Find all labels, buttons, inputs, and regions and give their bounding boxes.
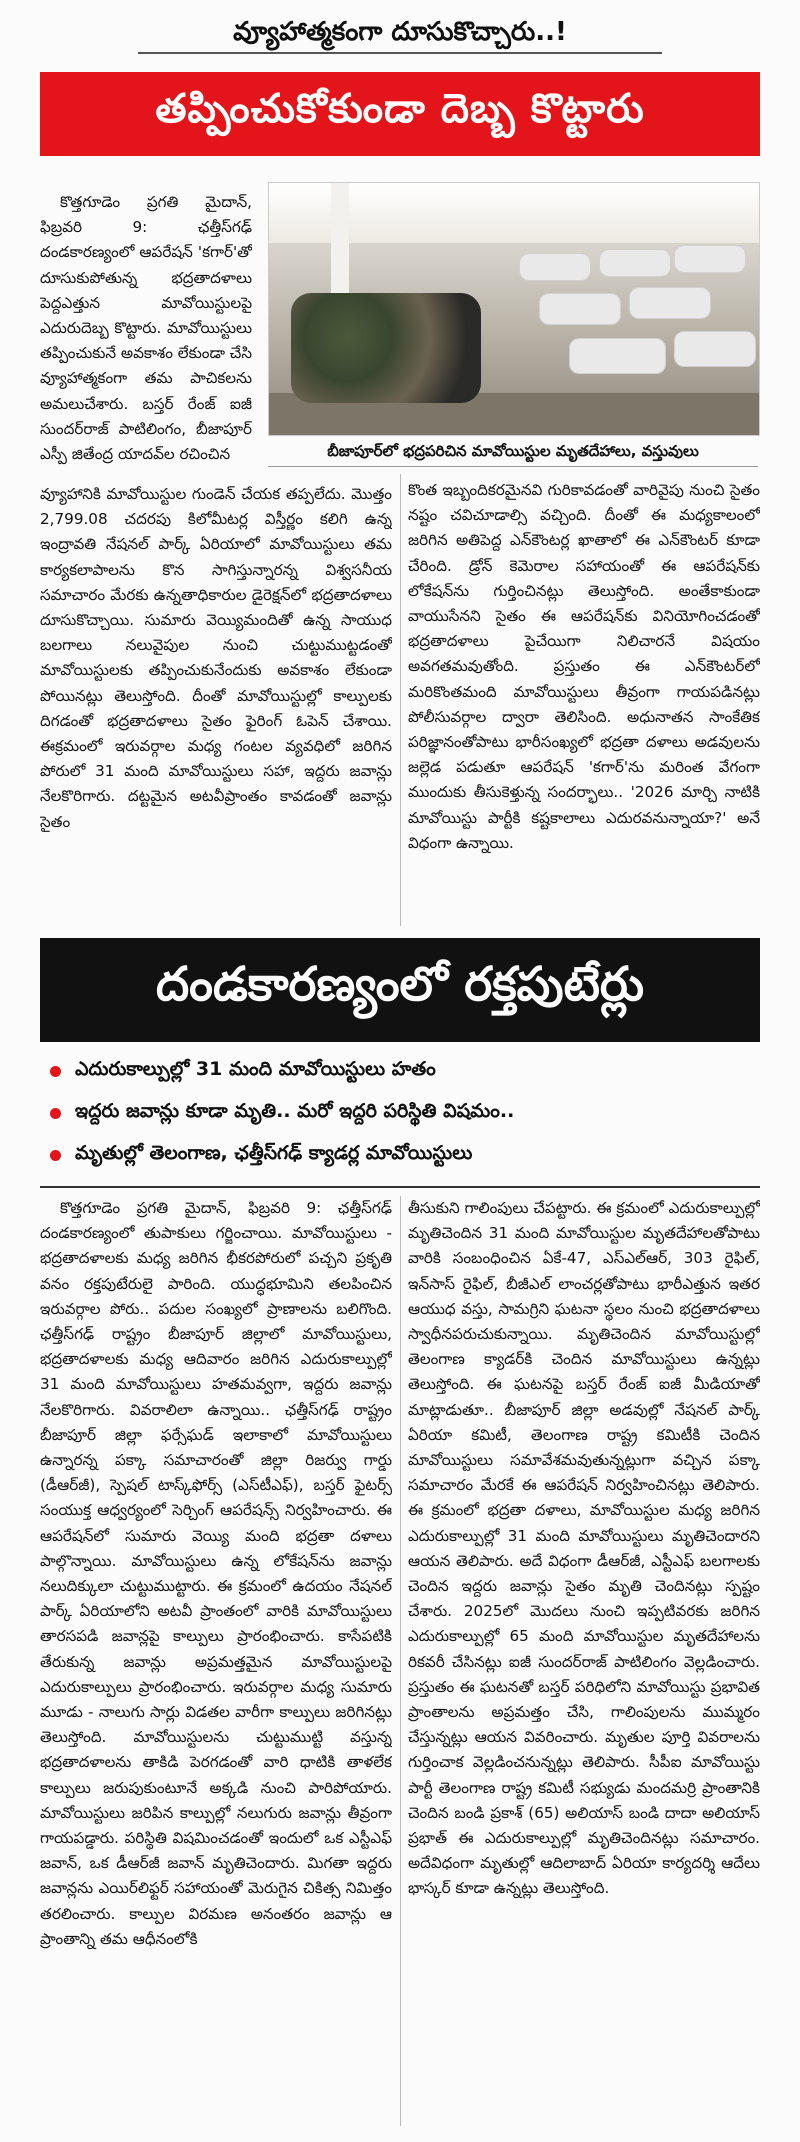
photo-body-bag bbox=[674, 331, 756, 367]
bullet-dot-icon bbox=[50, 1066, 61, 1077]
photo-caption: బీజాపూర్‌లో భద్రపరిచిన మావోయిస్టుల మృతదేహాలు, వస్తువులు bbox=[327, 442, 699, 460]
top-story-kicker: వ్యూహాత్మకంగా దూసుకొచ్చారు..! bbox=[233, 17, 567, 47]
highlight-item: ఎదురుకాల్పుల్లో 31 మంది మావోయిస్టులు హతం bbox=[40, 1050, 760, 1092]
highlight-item: ఇద్దరు జవాన్లు కూడా మృతి.. మరో ఇద్దరి పరిస్థితి విషమం.. bbox=[40, 1092, 760, 1134]
bullet-dot-icon bbox=[50, 1108, 61, 1119]
second-story-body-left: కొత్తగూడెం ప్రగతి మైదాన్, ఫిబ్రవరి 9: ఛత్తీస్‌గఢ్ దండకారణ్యంలో తుపాకులు గర్జించాయి. మావోయిస్టులు - భద్రతాదళాలకు మధ్య జరిగిన భీకరపోరులో పచ్చని ప్రకృతి వనం రక్తపుటేరులై పారింది. యుద్ధభూమిని తలపించిన ఇరువర్గాల పోరు.. పదుల సంఖ్యలో ప్రాణాలను బలిగొంది. ఛత్తీస్‌గఢ్ రాష్ట్రం బీజాపూర్ జిల్లాలో మావోయిస్టులు, భద్రతాదళాలకు మధ్య ఆదివారం జరిగిన ఎదురుకాల్పుల్లో 31 మంది మావోయిస్టులు హతమవ్వగా, ఇద్దరు జవాన్లు నేలకొరిగారు. వివరాలిలా ఉన్నాయి.. ఛత్తీస్‌గఢ్ రాష్ట్రం బీజాపూర్ జిల్లా ఫర్సేఘడ్ ఇలాకాలో మావోయిస్టులు ఉన్నారన్న పక్కా సమాచారంతో జిల్లా రిజర్వు గార్డు (డీఆర్‌జీ), స్పెషల్ టాస్క్‌ఫోర్స్ (ఎస్‌టీఎఫ్), బస్తర్ ఫైటర్స్ సంయుక్త ఆధ్వర్యంలో సెర్చింగ్ ఆపరేషన్స్ నిర్వహించారు. ఈ ఆపరేషన్‌లో సుమారు వెయ్యి మంది భద్రతా దళాలు పాల్గొన్నాయి. మావోయిస్టులు ఉన్న లోకేషన్‌ను జవాన్లు నలుదిక్కులా చుట్టుముట్టారు. ఈ క్రమంలో ఉదయం నేషనల్ పార్క్ ఏరియాలోని అటవీ ప్రాంతంలో వారికి మావోయిస్టులు తారసపడి జవాన్లపై కాల్పులు ప్రారంభించారు. కాసేపటికి తేరుకున్న జవాన్లు అప్రమత్తమైన మావోయిస్టులపై ఎదురుకాల్పులు ప్రారంభించారు. ఇరువర్గాల మధ్య సుమారు మూడు - నాలుగు సార్లు విడతల వారీగా కాల్పులు జరిగినట్లు తెలుస్తోంది. మావోయిస్టులను చుట్టుముట్టి వస్తున్న భద్రతాదళాలను తాకిడి పెరగడంతో వారి ధాటికి తాళలేక కాల్పులు జరుపుకుంటూనే అక్కడి నుంచి పారిపోయారు. మావోయిస్టులు జరిపిన కాల్పుల్లో నలుగురు జవాన్లు తీవ్రంగా గాయపడ్డారు. పరిస్థితి విషమించడంతో ఇందులో ఒక ఎస్టీఎఫ్ జవాన్, ఒక డీఆర్‌జీ జవాన్ మృతిచెందారు. మిగతా ఇద్దరు జవాన్లను ఎయిర్‌లిఫ్టర్ సహాయంతో మెరుగైన చికిత్స నిమిత్తం తరలించారు. కాల్పుల విరమణ అనంతరం జవాన్లు ఆ ప్రాంతాన్ని తమ ఆధీనంలోకి bbox=[40, 1199, 392, 1948]
photo-body-bag bbox=[539, 293, 621, 325]
second-story-column-divider bbox=[400, 1196, 401, 2126]
second-story-body-right: తీసుకుని గాలింపులు చేపట్టారు. ఈ క్రమంలో ఎదురుకాల్పుల్లో మృతిచెందిన 31 మంది మావోయిస్టుల మృతదేహాలతోపాటు వారికి సంబంధించిన ఏకే-47, ఎస్ఎల్ఆర్, 303 రైఫిల్, ఇన్‌సాస్ రైఫిల్, బీజీఎల్ లాంచర్లతోపాటు భారీఎత్తున ఇతర ఆయుధ వస్తు, సామగ్రిని ఘటనా స్థలం నుంచి భద్రతాదళాలు స్వాధీనపరుచుకున్నాయి. మృతిచెందిన మావోయిస్టుల్లో తెలంగాణ క్యాడర్‌కి చెందిన మావోయిస్టులు ఉన్నట్లు తెలుస్తోంది. ఈ ఘటనపై బస్తర్ రేంజ్ ఐజీ మీడియాతో మాట్లాడుతూ.. బీజాపూర్ జిల్లా అడవుల్లో నేషనల్ పార్క్ ఏరియా కమిటీ, తెలంగాణ రాష్ట్ర కమిటీకి చెందిన మావోయిస్టులు సమావేశమవుతున్నట్లుగా వచ్చిన పక్కా సమాచారం మేరకే ఈ ఆపరేషన్ నిర్వహించినట్లు తెలిపారు. ఈ క్రమంలో భద్రతా దళాలు, మావోయిస్టుల మధ్య జరిగిన ఎదురుకాల్పుల్లో 31 మంది మావోయిస్టులు మృతిచెందారని ఆయన తెలిపారు. అదే విధంగా డీఆర్‌జీ, ఎస్టీఎఫ్ బలగాలకు చెందిన ఇద్దరు జవాన్లు సైతం మృతి చెందినట్లు స్పష్టం చేశారు. 2025లో మొదలు నుంచి ఇప్పటివరకు జరిగిన ఎదురుకాల్పుల్లో 65 మంది మావోయిస్టుల మృతదేహాలను రికవరీ చేసినట్లు ఐజీ సుందర్‌రాజ్ పాటిలింగం వెల్లడించారు. ప్రస్తుతం ఈ ఘటనతో బస్తర్ పరిధిలోని మావోయిస్టు ప్రభావిత ప్రాంతాలను అప్రమత్తం చేసి, గాలింపులను ముమ్మరం చేస్తున్నట్లు ఆయన వివరించారు. మృతుల పూర్తి వివరాలను గుర్తించాక వెల్లడించనున్నట్లు తెలిపారు. సీపీఐ మావోయిస్టు పార్టీ తెలంగాణ రాష్ట్ర కమిటీ సభ్యుడు మందమర్రి ప్రాంతానికి చెందిన బండి ప్రకాశ్ (65) అలియాస్ బండి దాదా అలియాస్ ప్రభాత్ ఈ ఎదురుకాల్పుల్లో మృతిచెందినట్లు సమాచారం. అదేవిధంగా మృతుల్లో ఆదిలాబాద్ ఏరియా కార్యదర్శి ఆదేలు భాస్కర్ కూడా ఉన్నట్లు తెలుస్తోంది. bbox=[408, 1199, 760, 1898]
photo-body-bag bbox=[629, 287, 711, 319]
photo-body-bag bbox=[569, 338, 666, 374]
top-story-body-left-continued-text: వ్యూహానికి మావోయిస్టుల గుండెన్ చేయక తప్పలేదు. మొత్తం 2,799.08 చదరపు కిలోమీటర్ల విస్తీర్ణం కలిగి ఉన్న ఇంద్రావతి నేషనల్ పార్క్ ఏరియాలో మావోయిస్టులు తమ కార్యకలాపాలను కొన సాగిస్తున్నారన్న విశ్వసనీయ సమాచారం మేరకు ఉన్నతాధికారుల డైరెక్షన్‌లో భద్రతాదళాలు దూసుకొచ్చాయి. సుమారు వెయ్యిమందితో ఉన్న సాయుధ బలగాలు నలువైపుల నుంచి చుట్టుముట్టడంతో మావోయిస్టులకు తప్పించుకునేందుకు అవకాశం లేకుండా పోయినట్లు తెలుస్తోంది. దీంతో మావోయిస్టుల్లో కాల్పులకు దిగడంతో భద్రతాదళాలు సైతం ఫైరింగ్ ఓపెన్ చేశాయి. ఈక్రమంలో ఇరువర్గాల మధ్య గంటల వ్యవధిలో జరిగిన పోరులో 31 మంది మావోయిస్టులు సహా, ఇద్దరు జవాన్లు నేలకొరిగారు. దట్టమైన అటవీప్రాంతం కావడంతో జవాన్లు సైతం bbox=[40, 485, 392, 831]
second-story-highlights bbox=[40, 1050, 760, 1176]
kicker-underline bbox=[138, 52, 662, 54]
top-story-body-left-continued bbox=[40, 482, 392, 930]
photo-body-bag bbox=[674, 245, 746, 273]
photo-seized-gear bbox=[291, 293, 481, 403]
highlight-item: మృతుల్లో తెలంగాణ, ఛత్తీస్‌గఢ్ క్యాడర్ల మావోయిస్టులు bbox=[40, 1134, 760, 1176]
second-story-headline: దండకారణ్యంలో రక్తపుటేర్లు bbox=[40, 938, 760, 1042]
bodies-and-seized-items-photo bbox=[268, 182, 760, 436]
caption-rule bbox=[268, 466, 758, 467]
top-story-body-right: కొంత ఇబ్బందికరమైనవి గురికావడంతో వారివైపు నుంచి సైతం నష్టం చవిచూడాల్సి వచ్చింది. దీంతో ఈ మధ్యకాలంలో జరిగిన అతిపెద్ద ఎన్‌కౌంటర్ల ఖాతాలో ఈ ఎన్‌కౌంటర్ కూడా చేరింది. డ్రోన్ కెమెరాల సహాయంతో ఈ ఆపరేషన్‌కు లోకేషన్‌ను గుర్తించినట్లు తెలుస్తోంది. అంతేకాకుండా వాయుసేనని సైతం ఈ ఆపరేషన్‌కు వినియోగించడంతో భద్రతాదళాలు పైచేయిగా నిలిచారనే విషయం అవగతమవుతోంది. ప్రస్తుతం ఈ ఎన్‌కౌంటర్‌లో మరికొంతమంది మావోయిస్టులు తీవ్రంగా గాయపడినట్లు పోలీసువర్గాల ద్వారా తెలిసింది. అధునాతన సాంకేతిక పరిజ్ఞానంతోపాటు భారీసంఖ్యలో భద్రతా దళాలు అడవులను జల్లెడ పడుతూ ఆపరేషన్ 'కగార్'ను మరింత వేగంగా ముందుకు తీసుకెళ్తున్న సందర్భాలు.. '2026 మార్చి నాటికి మావోయిస్టు పార్టీకి కష్టకాలాలు ఎదురవనున్నాయా?' అనే విధంగా ఉన్నాయి. bbox=[408, 481, 760, 852]
photo-body-bag bbox=[599, 249, 671, 277]
top-story-column-divider bbox=[400, 474, 401, 926]
top-story-headline: తప్పించుకోకుండా దెబ్బ కొట్టారు bbox=[40, 72, 760, 156]
top-story-body-left: కొత్తగూడెం ప్రగతి మైదాన్, ఫిబ్రవరి 9: ఛత్తీస్‌గఢ్ దండకారణ్యంలో ఆపరేషన్ 'కగార్'తో దూసుకుపోతున్న భద్రతాదళాలు పెద్దఎత్తున మావోయిస్టులపై ఎదురుదెబ్బ కొట్టారు. మావోయిస్టులు తప్పించుకునే అవకాశం లేకుండా చేసి వ్యూహాత్మకంగా తమ పాచికలను అమలుచేశారు. బస్తర్ రేంజ్ ఐజీ సుందర్‌రాజ్ పాటిలింగం, బీజాపూర్ ఎస్పీ జితేంద్ర యాదవ్‌ల రచించిన bbox=[40, 193, 252, 464]
photo-body-bag bbox=[519, 253, 591, 281]
highlights-bottom-rule bbox=[40, 1186, 760, 1188]
bullet-dot-icon bbox=[50, 1150, 61, 1161]
